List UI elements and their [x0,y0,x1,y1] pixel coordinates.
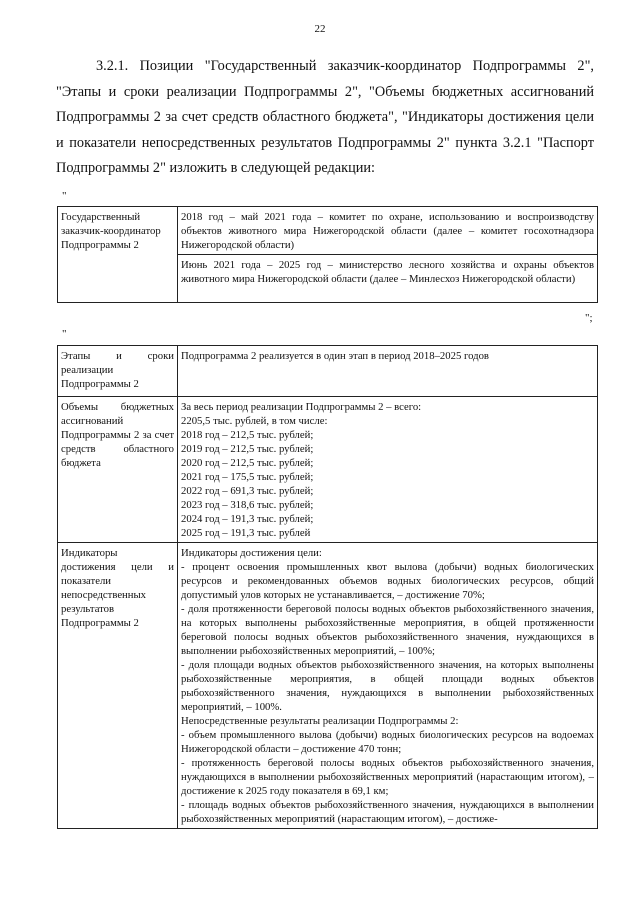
budget-line: 2019 год – 212,5 тыс. рублей; [181,443,314,455]
indicators-paragraph: - доля площади водных объектов рыбохозяйственного значения, на которых выполнены рыбохозяйственные мероприятия, в общей площади водных объектов рыбохозяйственного значения, нуждающихся в выполнении рыбохозяйственных мероприятий, – 100%. [181,659,594,713]
indicators-paragraph: - объем промышленного вылова (добычи) водных биологических ресурсов на водоемах Нижегородской области – достижение 470 тонн; [181,729,594,755]
indicators-cell [178,543,598,829]
budget-line: 2023 год – 318,6 тыс. рублей; [181,499,314,511]
coordinator-row-2: Июнь 2021 года – 2025 год – министерство лесного хозяйства и охраны объектов животного мира Нижегородской области (далее – Минлесхоз Нижегородской области) [178,255,598,303]
indicators-paragraph: - доля протяженности береговой полосы водных объектов рыбохозяйственного значения, на которых выполнены рыбохозяйственные мероприятия, в общей протяженности береговой полосы водных объектов рыбохозяйственного значения, нуждающихся в выполнении рыбохозяйственных мероприятий, – 100%; [181,603,594,657]
indicators-paragraph: - площадь водных объектов рыбохозяйственного значения, нуждающихся в выполнении рыбохозяйственных мероприятий (нарастающим итогом), – достиже- [181,799,594,825]
intro-text: 3.2.1. Позиции "Государственный заказчик-координатор Подпрограммы 2", "Этапы и сроки реализации Подпрограммы 2", "Объемы бюджетных ассигнований Подпрограммы 2 за счет средств областного бюджета", "Индикаторы достижения цели и показатели непосредственных результатов Подпрограммы 2" пункта 3.2.1 "Паспорт Подпрограммы 2" изложить в следующей редакции: [56,58,594,176]
passport-table [57,345,598,829]
coordinator-label: Государственный заказчик-координатор Подпрограммы 2 [58,207,178,303]
budget-line: 2205,5 тыс. рублей, в том числе: [181,415,328,427]
budget-line: 2022 год – 691,3 тыс. рублей; [181,485,314,497]
intro-paragraph [56,54,594,182]
indicators-paragraph: Непосредственные результаты реализации Подпрограммы 2: [181,715,459,727]
coordinator-table [57,206,598,303]
page-number: 22 [314,23,326,35]
budget-line: 2021 год – 175,5 тыс. рублей; [181,471,314,483]
budget-line: 2024 год – 191,3 тыс. рублей; [181,513,314,525]
open-quote-1: " [62,190,67,202]
stages-text: Подпрограмма 2 реализуется в один этап в период 2018–2025 годов [178,346,598,397]
indicators-paragraph: - процент освоения промышленных квот вылова (добычи) водных биологических ресурсов и рекомендованных объемов водных биологических ресурсов, общий допустимый улов которых не устанавливается, – достижение 70%; [181,561,594,601]
budget-line: 2020 год – 212,5 тыс. рублей; [181,457,314,469]
open-quote-2: " [62,328,67,340]
coordinator-row-1: 2018 год – май 2021 года – комитет по охране, использованию и воспроизводству объектов животного мира Нижегородской области (далее – комитет госохотнадзора Нижегородской области) [178,207,598,255]
budget-line: 2025 год – 191,3 тыс. рублей [181,527,311,539]
budget-cell [178,397,598,543]
close-quote-1: "; [585,312,593,324]
budget-line: 2018 год – 212,5 тыс. рублей; [181,429,314,441]
budget-label: Объемы бюджетных ассигнований Подпрограммы 2 за счет средств областного бюджета [58,397,178,543]
indicators-label: Индикаторы достижения цели и показатели непосредственных результатов Подпрограммы 2 [58,543,178,829]
indicators-paragraph: Индикаторы достижения цели: [181,547,322,559]
budget-line: За весь период реализации Подпрограммы 2 – всего: [181,401,422,413]
stages-label: Этапы и сроки реализации Подпрограммы 2 [58,346,178,397]
indicators-paragraph: - протяженность береговой полосы водных объектов рыбохозяйственного значения, нуждающихся в выполнении рыбохозяйственных мероприятий (нарастающим итогом), – достижение к 2025 году показателя в 69,1 км; [181,757,594,797]
